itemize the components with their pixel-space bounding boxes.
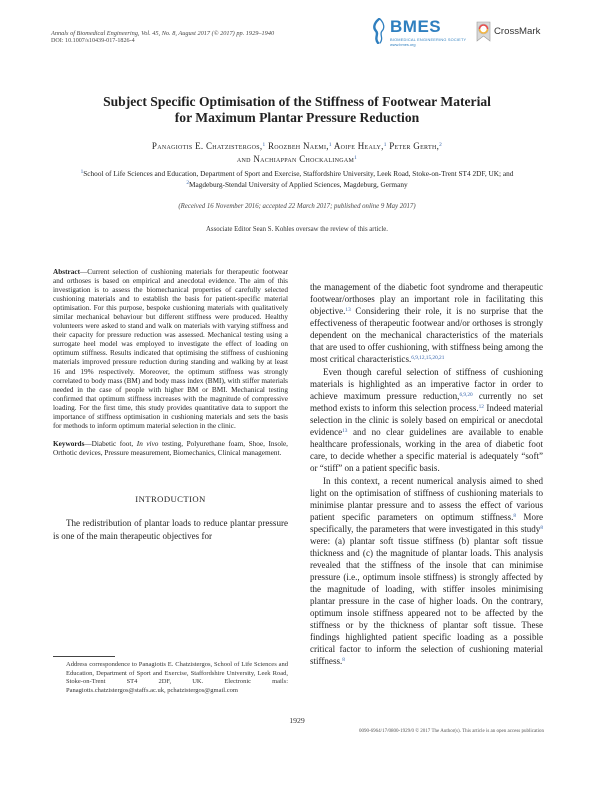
- author-name: Roozbeh Naemi,: [267, 141, 329, 151]
- body-paragraph-2: [310, 366, 543, 474]
- keywords-label: Keywords: [53, 439, 85, 448]
- body-text: More specifically, the parameters that were investigated in this study: [310, 512, 544, 534]
- abstract-label: Abstract: [53, 268, 80, 276]
- bmes-subtitle: BIOMEDICAL ENGINEERING SOCIETY: [390, 37, 467, 42]
- left-column: [53, 268, 288, 542]
- affiliation-marker: 1: [80, 169, 84, 175]
- bmes-url: www.bmes.org: [390, 42, 416, 47]
- journal-citation: Annals of Biomedical Engineering, Vol. 45, No. 8, August 2017 (© 2017) pp. 1929–1940: [51, 30, 275, 37]
- affiliation-marker: 1: [383, 142, 387, 148]
- affiliation-marker: 1: [354, 154, 358, 161]
- editor-note: Associate Editor Sean S. Kohles oversaw the review of this article.: [206, 226, 388, 233]
- body-text: were: (a) plantar soft tissue stiffness (b) plantar soft tissue thickness and (c) the magnitude of plantar loads. This analysis revealed that the stiffness of the insole that can minimise pressure (i.e., optimum insole stiffness) is strongly affected by the magnitude of loading, with stiffer insoles minimising plantar pressure in the case of higher loads. On the contrary, optimum insole stiffness appeared not to be affected by the stiffness or by the thickness of plantar soft tissue. These findings highlighted patient specific loading as a possible critical factor to inform the selection of cushioning material stiffness.: [310, 536, 543, 666]
- body-text: In this context, a recent numerical analysis aimed to shed light on the optimisation of stiffness of cushioning materials to minimise plantar pressure and to assess the effect of various patient specific parameters on optimum stiffness.: [310, 476, 543, 522]
- right-column: [310, 281, 543, 667]
- citation-ref[interactable]: 8: [540, 525, 543, 531]
- correspondence-footnote: Address correspondence to Panagiotis E. Chatzistergos, School of Life Sciences and Education, Department of Sport and Exercise, Staffordshire University, Leek Road, Stoke-on-Trent ST4 2DF, UK. Electronic mails: Panagiotis.chatzistergos@staffs.ac.uk, pchatzistergos@gmail.com: [66, 661, 288, 694]
- body-text: the management of the diabetic foot syndrome and therapeutic footwear/orthoses play an important role in facilitating this objective.: [310, 282, 543, 316]
- affiliations: [76, 169, 518, 190]
- affiliation-marker: 1: [262, 142, 266, 148]
- received-dates: (Received 16 November 2016; accepted 22 March 2017; published online 9 May 2017): [178, 203, 416, 210]
- crossmark-label: CrossMark: [494, 26, 541, 37]
- crossmark-badge[interactable]: [475, 20, 555, 44]
- citation-ref[interactable]: 13: [342, 428, 348, 434]
- author-name: Peter Gerth,: [389, 141, 440, 151]
- keywords-text-1: —Diabetic foot,: [84, 439, 137, 448]
- affiliation-marker: 2: [439, 142, 443, 148]
- citation-ref[interactable]: 8: [513, 513, 517, 519]
- author-line-2: [0, 153, 594, 166]
- author-name: and Nachiappan Chockalingam: [236, 153, 355, 164]
- citation-ref[interactable]: 13: [345, 307, 351, 313]
- issn-copyright: 0090-6964/17/0800-1929/0 © 2017 The Author(s). This article is an open access publication: [359, 729, 544, 734]
- keywords-italic: In vivo: [136, 439, 159, 448]
- introduction-heading: INTRODUCTION: [135, 494, 206, 505]
- body-text: Indeed material selection in the clinic is solely based on empirical or anecdotal evidence: [310, 403, 543, 437]
- body-paragraph-1: [310, 281, 543, 365]
- introduction-paragraph: The redistribution of plantar loads to reduce plantar pressure is one of the main therapeutic objectives for: [53, 518, 288, 541]
- article-title: [0, 94, 594, 126]
- citation-ref[interactable]: 6,9,12,15,20,21: [411, 355, 445, 361]
- affiliation-text-2: Magdeburg-Stendal University of Applied Sciences, Magdeburg, Germany: [189, 179, 408, 189]
- citation-ref[interactable]: 8: [342, 657, 345, 663]
- body-text: currently no set method exists to inform this selection process.: [310, 391, 543, 413]
- citation-ref[interactable]: 12: [478, 404, 484, 410]
- title-line-2: for Maximum Plantar Pressure Reduction: [174, 110, 420, 125]
- bmes-logo[interactable]: [371, 16, 471, 50]
- page-number: 1929: [289, 716, 305, 725]
- body-text: Even though careful selection of stiffness of cushioning materials is highlighted as an imperative factor in order to achieve maximum pressure reduction,: [310, 367, 543, 401]
- title-line-1: Subject Specific Optimisation of the Stiffness of Footwear Material: [103, 94, 491, 109]
- author-list: [0, 140, 594, 165]
- author-line-1: [0, 140, 594, 153]
- citation-ref[interactable]: 6,9,20: [459, 392, 473, 398]
- bmes-logo-icon: [371, 18, 387, 44]
- affiliation-text-1: School of Life Sciences and Education, Department of Sport and Exercise, Staffordshire University, Leek Road, Stoke-on-Trent ST4 2DF, UK; and: [83, 169, 514, 178]
- body-text: and no clear guidelines are available to enable healthcare professionals, working in the area of diabetic foot care, to decide whether a specific material is adequately “soft” or “stiff” on a patient specific basis.: [310, 427, 543, 473]
- keywords: [53, 440, 288, 459]
- author-name: Aoife Healy,: [333, 141, 384, 151]
- body-text: Considering their role, it is no surprise that the effectiveness of therapeutic footwear and/or orthoses is strongly dependent on the mechanical characteristics of the materials that are used to offer cushioning, with stiffness being among the most critical characteristics.: [310, 306, 543, 364]
- doi-line: DOI: 10.1007/s10439-017-1826-4: [51, 38, 135, 44]
- footnote-divider: [53, 656, 115, 657]
- keywords-text-2: testing, Polyurethane foam, Shoe, Insole, Orthotic devices, Pressure measurement, Biomechanics, Clinical management.: [53, 439, 288, 458]
- abstract: [53, 268, 288, 431]
- crossmark-icon: [475, 21, 492, 42]
- body-paragraph-3: [310, 475, 543, 667]
- affiliation-marker: 2: [186, 179, 190, 186]
- affiliation-marker: 1: [328, 142, 332, 148]
- bmes-wordmark: BMES: [390, 17, 442, 36]
- author-name: Panagiotis E. Chatzistergos,: [151, 141, 263, 151]
- abstract-text: —Current selection of cushioning materials for therapeutic footwear and orthoses is based on empirical and anecdotal evidence. The aim of this investigation is to assess the biomechanical properties of carefully selected cushioning materials and to establish the basis for patient-specific material optimisation. For this purpose, bespoke cushioning materials with qualitatively similar mechanical behaviour but different stiffness were produced. Healthy volunteers were asked to stand and walk on materials with varying stiffness and their capacity for pressure reduction was assessed. Mechanical testing using a surrogate heel model was employed to investigate the effect of loading on optimum stiffness. Results indicated that optimising the stiffness of cushioning materials improved pressure reduction during standing and walking by at least 16 and 19% respectively. Moreover, the optimum stiffness was strongly correlated to body mass (BM) and body mass index (BMI), with stiffer materials needed in the case of people with higher BM or BMI. Mechanical testing confirmed that optimum stiffness increases with the magnitude of compressive loading. For the first time, this study provides quantitative data to support the importance of stiffness optimisation in cushioning materials and sets the basis for methods to inform optimum material selection in the clinic.: [53, 268, 288, 430]
